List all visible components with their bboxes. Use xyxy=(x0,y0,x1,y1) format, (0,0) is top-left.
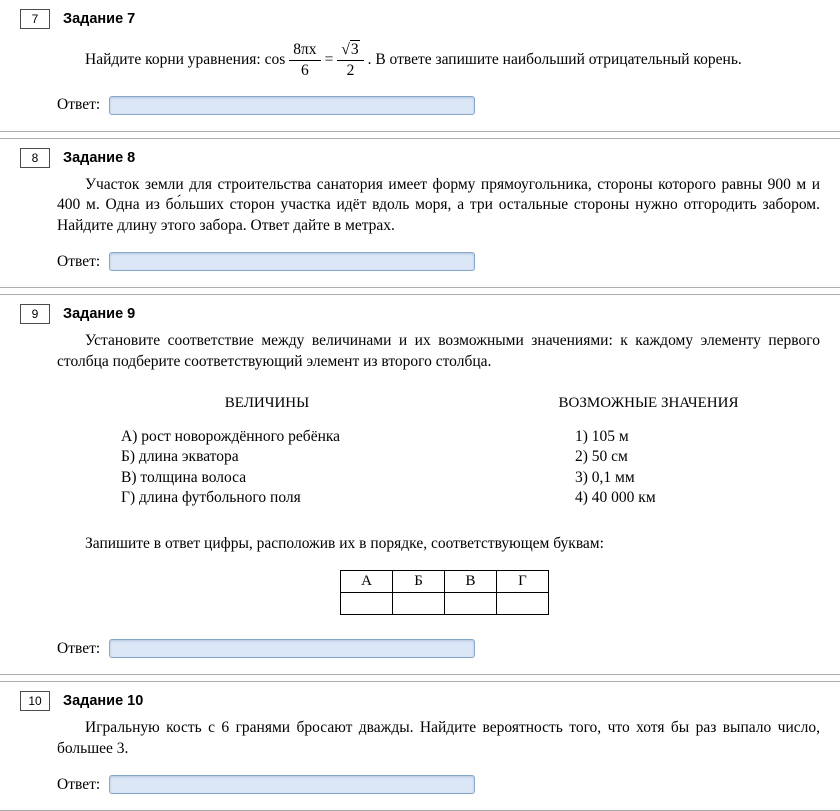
task-8-header xyxy=(20,148,820,168)
grid-empty-cell xyxy=(341,593,393,615)
list-item: 2) 50 см xyxy=(575,448,628,466)
fraction-left-numerator: 8πx xyxy=(289,41,320,61)
fraction-right xyxy=(337,41,363,80)
task-9-title: Задание 9 xyxy=(63,306,136,323)
radicand: 3 xyxy=(350,41,359,58)
task-8-answer-row xyxy=(57,252,820,271)
task-10-statement: Игральную кость с 6 гранями бросают дважды. Найдите вероятность того, что хотя бы раз выпало число, большее 3. xyxy=(57,719,820,757)
task-7-answer-label: Ответ: xyxy=(57,96,101,114)
equals-sign: = xyxy=(324,50,334,68)
task-9-header xyxy=(20,304,820,324)
list-item: В) толщина волоса xyxy=(121,468,247,486)
answer-grid-header-row xyxy=(341,571,549,593)
task-7-title: Задание 7 xyxy=(63,11,136,27)
task-7-number-box: 7 xyxy=(20,9,50,29)
grid-header-cell: Г xyxy=(497,571,549,593)
task-7-statement xyxy=(57,41,820,80)
grid-empty-cell xyxy=(497,593,549,615)
list-item: Г) длина футбольного поля xyxy=(121,489,301,507)
task-7-header xyxy=(20,9,820,29)
task-7-answer-input[interactable] xyxy=(109,96,475,115)
list-item: 4) 40 000 км xyxy=(575,489,656,507)
matching-left-column xyxy=(57,395,477,509)
list-item: А) рост новорождённого ребёнка xyxy=(121,427,341,445)
fraction-left-denominator: 6 xyxy=(301,61,309,79)
task-10-section xyxy=(0,682,840,810)
grid-empty-cell xyxy=(393,593,445,615)
task-9-answer-input[interactable] xyxy=(109,639,475,658)
task-7-intro: Найдите корни уравнения: xyxy=(85,50,261,68)
fraction-right-numerator xyxy=(337,41,363,61)
task-10-answer-row xyxy=(57,775,820,794)
list-item: 3) 0,1 мм xyxy=(575,468,635,486)
task-9-answer-label: Ответ: xyxy=(57,639,101,657)
right-column-header: ВОЗМОЖНЫЕ ЗНАЧЕНИЯ xyxy=(558,394,739,411)
task-9-answer-row xyxy=(57,639,820,658)
section-divider xyxy=(0,287,840,295)
list-item: Б) длина экватора xyxy=(121,448,239,466)
grid-empty-cell xyxy=(445,593,497,615)
grid-header-cell: А xyxy=(341,571,393,593)
task-8-statement: Участок земли для строительства санатория имеет форму прямоугольника, стороны которого равны 900 м и 400 м. Одна из бо́льших сторон участка идёт вдоль моря, а три остальные стороны нужно отгородить забором. Найдите длину этого забора. Ответ дайте в метрах. xyxy=(57,175,820,234)
task-9-number-box: 9 xyxy=(20,304,50,324)
task-10-header xyxy=(20,691,820,711)
left-column-list xyxy=(57,427,477,509)
task-8-answer-input[interactable] xyxy=(109,252,475,271)
matching-right-column xyxy=(477,395,820,509)
task-9-instruction: Запишите в ответ цифры, расположив их в порядке, соответствующем буквам: xyxy=(85,535,604,553)
right-column-list xyxy=(477,427,820,509)
fraction-left xyxy=(289,41,320,80)
task-7-outro: В ответе запишите наибольший отрицательный корень. xyxy=(375,50,742,68)
list-item: 1) 105 м xyxy=(575,427,629,445)
task-8-title: Задание 8 xyxy=(63,149,136,166)
period: . xyxy=(367,50,372,68)
fraction-right-denominator: 2 xyxy=(346,61,355,79)
sqrt-symbol: √ xyxy=(341,41,350,58)
cos-symbol: cos xyxy=(264,50,286,68)
task-9-statement: Установите соответствие между величинами и их возможными значениями: к каждому элементу первого столбца подберите соответствующий элемент из второго столбца. xyxy=(57,332,820,371)
answer-grid-table xyxy=(340,570,549,615)
task-10-title: Задание 10 xyxy=(63,693,144,710)
task-9-section xyxy=(0,295,840,674)
task-10-answer-input[interactable] xyxy=(109,775,475,794)
matching-columns xyxy=(57,395,820,509)
task-10-answer-label: Ответ: xyxy=(57,775,101,793)
task-8-answer-label: Ответ: xyxy=(57,252,101,270)
task-7-section xyxy=(0,0,840,131)
task-8-section xyxy=(0,139,840,288)
task-7-answer-row xyxy=(57,96,820,115)
task-10-number-box: 10 xyxy=(20,691,50,711)
grid-header-cell: Б xyxy=(393,571,445,593)
grid-header-cell: В xyxy=(445,571,497,593)
answer-grid-value-row xyxy=(341,593,549,615)
left-column-header: ВЕЛИЧИНЫ xyxy=(224,394,310,411)
section-divider xyxy=(0,674,840,682)
section-divider xyxy=(0,131,840,139)
task-8-number-box: 8 xyxy=(20,148,50,168)
